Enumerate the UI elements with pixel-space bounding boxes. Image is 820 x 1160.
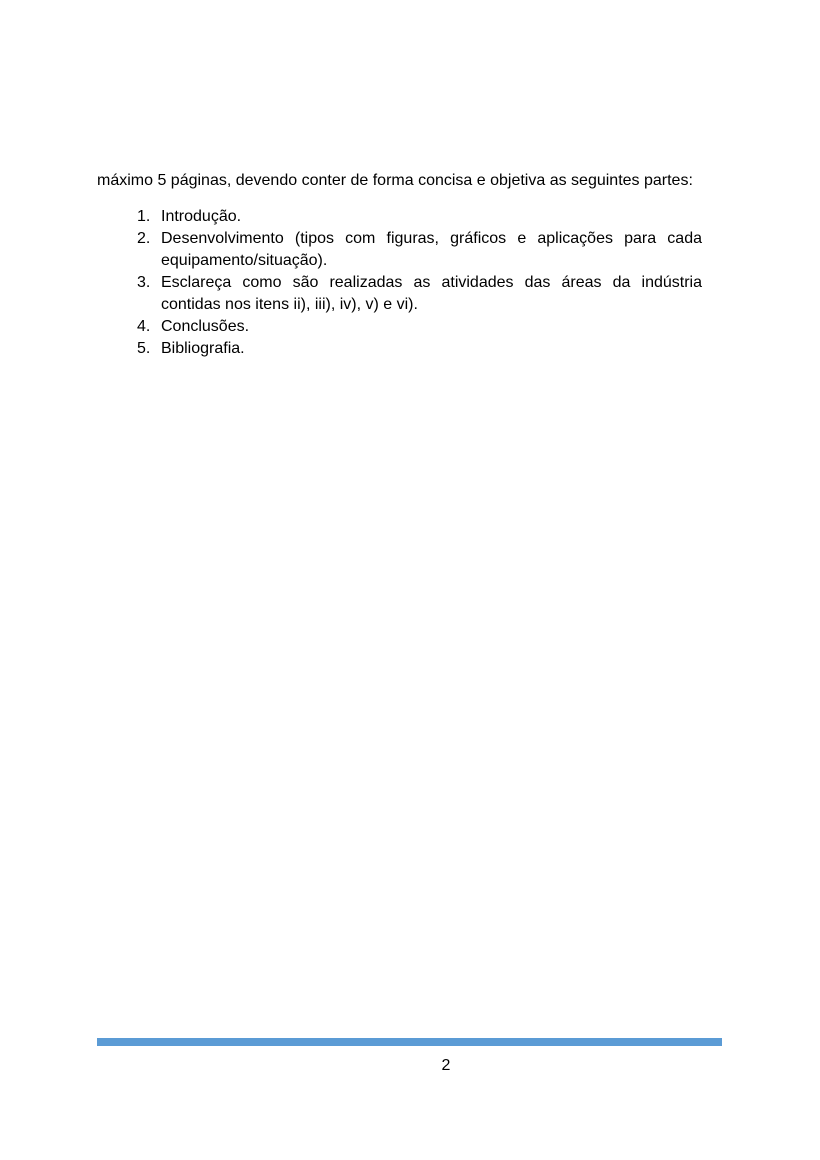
list-item	[97, 272, 702, 316]
list-item-text: Introdução.	[161, 208, 242, 225]
list-item-number: 3.	[137, 274, 151, 291]
list-item	[97, 338, 702, 360]
list-item-text: Bibliografia.	[161, 340, 245, 357]
footer-divider-bar	[97, 1038, 722, 1046]
list-item-text: Conclusões.	[161, 318, 250, 335]
list-item-number: 5.	[137, 340, 151, 357]
list-item-number: 1.	[137, 208, 151, 225]
list-item	[97, 206, 702, 228]
list-item-number: 4.	[137, 318, 151, 335]
list-item-text: Desenvolvimento (tipos com figuras, gráficos e aplicações para cada equipamento/situação).	[161, 230, 702, 269]
parts-list	[97, 206, 702, 360]
list-item	[97, 316, 702, 338]
list-item-number: 2.	[137, 230, 151, 247]
intro-paragraph: máximo 5 páginas, devendo conter de forma concisa e objetiva as seguintes partes:	[97, 172, 693, 189]
list-item	[97, 228, 702, 272]
page-number: 2	[441, 1057, 451, 1074]
list-item-text: Esclareça como são realizadas as atividades das áreas da indústria contidas nos itens ii), iii), iv), v) e vi).	[161, 274, 702, 313]
